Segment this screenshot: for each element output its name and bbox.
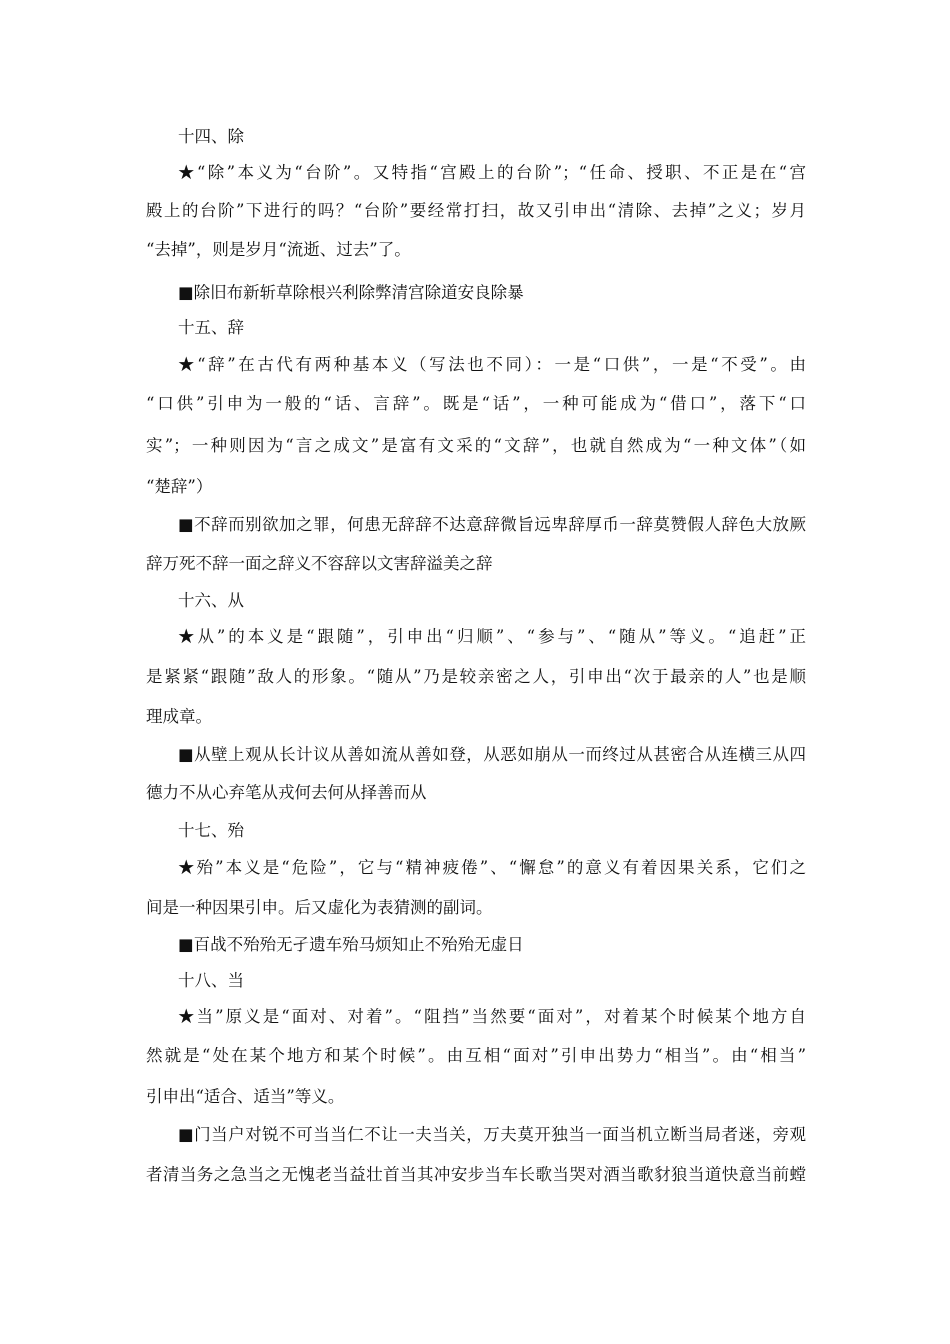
paragraph-line: ★“辞”在古代有两种基本义（写法也不同）：一是“口供”，一是“不受”。由 [178,355,806,374]
paragraph-line: 间是一种因果引申。后又虚化为表猜测的副词。 [146,898,493,917]
idiom-list-line: ■除旧布新斩草除根兴利除弊清宫除道安良除暴 [178,283,524,302]
paragraph-line: 实”；一种则因为“言之成文”是富有文采的“文辞”，也就自然成为“一种文体”（如 [146,436,806,455]
idiom-list-line: 德力不从心弃笔从戎何去何从择善而从 [146,783,427,802]
paragraph-line: 然就是“处在某个地方和某个时候”。由互相“面对”引申出势力“相当”。由“相当” [146,1046,806,1065]
paragraph-line: ★殆”本义是“危险”，它与“精神疲倦”、“懈怠”的意义有着因果关系，它们之 [178,858,806,877]
paragraph-line: 是紧紧“跟随”敌人的形象。“随从”乃是较亲密之人，引申出“次于最亲的人”也是顺 [146,667,806,686]
idiom-list-line: ■不辞而别欲加之罪，何患无辞辞不达意辞微旨远卑辞厚币一辞莫赞假人辞色大放厥 [178,515,806,534]
paragraph-line: 引申出“适合、适当”等义。 [146,1087,345,1106]
paragraph-line: 殿上的台阶”下进行的吗？“台阶”要经常打扫，故又引申出“清除、去掉”之义；岁月 [146,201,806,220]
paragraph-line: ★从”的本义是“跟随”，引申出“归顺”、“参与”、“随从”等义。“追赶”正 [178,627,806,646]
paragraph-line: ★当”原义是“面对、对着”。“阻挡”当然要“面对”，对着某个时候某个地方自 [178,1007,806,1026]
idiom-list-line: 者清当务之急当之无愧老当益壮首当其冲安步当车长歌当哭对酒当歌豺狼当道快意当前螳 [146,1165,806,1184]
idiom-list-line: ■百战不殆殆无孑遗车殆马烦知止不殆殆无虚日 [178,935,524,954]
paragraph-line: 理成章。 [146,707,212,726]
heading-15: 十五、辞 [178,318,244,337]
heading-17: 十七、殆 [178,821,244,840]
paragraph-line: “去掉”，则是岁月“流逝、过去”了。 [146,240,411,259]
heading-18: 十八、当 [178,971,244,990]
heading-14: 十四、除 [178,127,244,146]
heading-16: 十六、从 [178,591,244,610]
idiom-list-line: 辞万死不辞一面之辞义不容辞以文害辞溢美之辞 [146,554,493,573]
paragraph-line: ★“除”本义为“台阶”。又特指“宫殿上的台阶”；“任命、授职、不正是在“宫 [178,163,806,182]
paragraph-line: “口供”引申为一般的“话、言辞”。既是“话”，一种可能成为“借口”，落下“口 [146,394,806,413]
idiom-list-line: ■门当户对锐不可当当仁不让一夫当关，万夫莫开独当一面当机立断当局者迷，旁观 [178,1125,806,1144]
paragraph-line: “楚辞”） [146,477,213,496]
idiom-list-line: ■从壁上观从长计议从善如流从善如登，从恶如崩从一而终过从甚密合从连横三从四 [178,745,806,764]
